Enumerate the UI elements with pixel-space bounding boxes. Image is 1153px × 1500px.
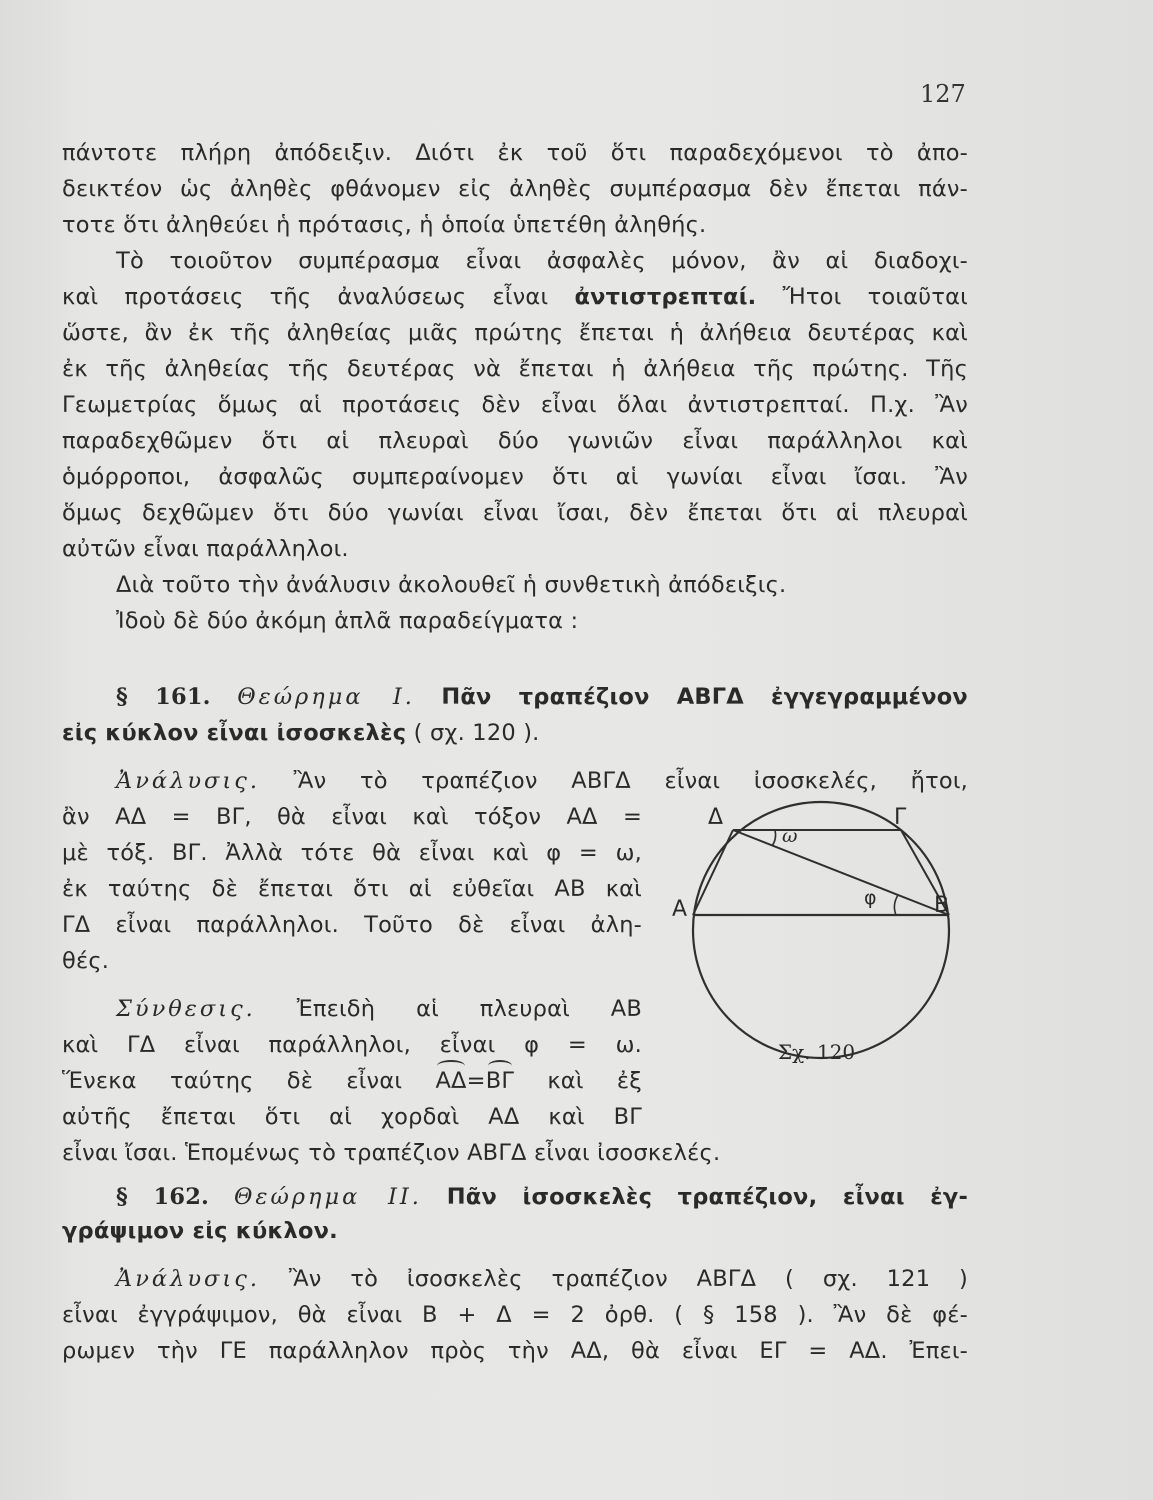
text-line: αὐτῆς ἔπεται ὅτι αἱ χορδαὶ ΑΔ καὶ ΒΓ xyxy=(62,1104,642,1130)
text-line: τοτε ὅτι ἀληθεύει ἡ πρότασις, ἡ ὁποία ὑπετέθη ἀληθής. xyxy=(62,212,707,238)
text-line: καὶ ΓΔ εἶναι παράλληλοι, εἶναι φ = ω. xyxy=(62,1032,642,1058)
text-line xyxy=(62,280,968,314)
theorem-label: Θεώρημα ΙΙ. xyxy=(233,1184,422,1210)
text-span: καὶ ἐξ xyxy=(547,1068,643,1094)
analysis-label: Ἀνάλυσις. xyxy=(116,1266,260,1292)
label-g: Γ xyxy=(894,805,907,830)
section-number: § 161. xyxy=(116,684,211,710)
figure-caption: Σχ. 120 xyxy=(778,1040,856,1064)
angle-phi-arc xyxy=(894,895,898,915)
text-span: Ἂν τὸ τραπέζιον ΑΒΓΔ εἶναι ἰσοσκελές, ἤτοι, xyxy=(293,768,968,794)
text-span: Ἤτοι τοιαῦται xyxy=(782,284,968,310)
text-line: ρωμεν τὴν ΓΕ παράλληλον πρὸς τὴν ΑΔ, θὰ εἶναι ΕΓ = ΑΔ. Ἐπει- xyxy=(62,1338,968,1364)
text-line: ὅμως δεχθῶμεν ὅτι δύο γωνίαι εἶναι ἴσαι, δὲν ἔπεται ὅτι αἱ πλευραὶ xyxy=(62,500,968,526)
text-line: εἶναι ἐγγράψιμον, θὰ εἶναι Β + Δ = 2 ὀρθ. ( § 158 ). Ἂν δὲ φέ- xyxy=(62,1302,968,1328)
page-number: 127 xyxy=(920,80,966,108)
circle-trapezoid-diagram xyxy=(660,795,960,1065)
label-a: Α xyxy=(672,897,688,922)
analysis-label: Ἀνάλυσις. xyxy=(116,768,260,794)
synthesis-label: Σύνθεσις. xyxy=(116,996,256,1022)
arc-ad: ΑΔ xyxy=(435,1064,466,1098)
theorem-statement: γράψιμον εἰς κύκλον. xyxy=(62,1218,338,1244)
text-line: Τὸ τοιοῦτον συμπέρασμα εἶναι ἀσφαλὲς μόνον, ἂν αἱ διαδοχι- xyxy=(116,248,968,274)
text-line: δεικτέον ὡς ἀληθὲς φθάνομεν εἰς ἀληθὲς συμπέρασμα δὲν ἔπεται πάν- xyxy=(62,176,968,202)
theorem-label: Θεώρημα Ι. xyxy=(237,684,415,710)
text-line xyxy=(116,764,968,798)
text-line: ἐκ ταύτης δὲ ἔπεται ὅτι αἱ εὐθεῖαι ΑΒ καὶ xyxy=(62,876,642,902)
text-line: ὥστε, ἂν ἐκ τῆς ἀληθείας μιᾶς πρώτης ἔπεται ἡ ἀλήθεια δευτέρας καὶ xyxy=(62,320,968,346)
text-span: Ἕνεκα ταύτης δὲ εἶναι xyxy=(62,1068,403,1094)
text-line xyxy=(116,992,642,1026)
text-line: μὲ τόξ. ΒΓ. Ἀλλὰ τότε θὰ εἶναι καὶ φ = ω, xyxy=(62,840,642,866)
text-line xyxy=(116,1262,968,1296)
arc-bg: ΒΓ xyxy=(486,1064,514,1098)
text-span: Ἂν τὸ ἰσοσκελὲς τραπέζιον ΑΒΓΔ ( σχ. 121 ) xyxy=(288,1266,969,1292)
bold-term: ἀντιστρεπταί. xyxy=(574,284,757,310)
circumcircle xyxy=(693,802,949,1058)
angle-omega-arc xyxy=(772,830,776,846)
text-line: θές. xyxy=(62,948,110,974)
text-span: Ἐπειδὴ αἱ πλευραὶ ΑΒ xyxy=(296,996,643,1022)
label-phi: φ xyxy=(864,887,877,909)
text-line: Γεωμετρίας ὅμως αἱ προτάσεις δὲν εἶναι ὅλαι ἀντιστρεπταί. Π.χ. Ἂν xyxy=(62,392,968,418)
text-line xyxy=(62,1064,642,1098)
section-number: § 162. xyxy=(116,1184,210,1210)
text-line: εἶναι ἴσαι. Ἑπομένως τὸ τραπέζιον ΑΒΓΔ εἶναι ἰσοσκελές. xyxy=(62,1140,721,1166)
chord-ad xyxy=(693,830,733,915)
theorem-heading xyxy=(116,1180,968,1214)
label-d: Δ xyxy=(708,805,724,830)
theorem-heading xyxy=(116,680,968,714)
text-line: πάντοτε πλήρη ἀπόδειξιν. Διότι ἐκ τοῦ ὅτι παραδεχόμενοι τὸ ἀπο- xyxy=(62,140,968,166)
diagonal-db xyxy=(733,830,949,915)
text-line: ὁμόρροποι, ἀσφαλῶς συμπεραίνομεν ὅτι αἱ γωνίαι εἶναι ἴσαι. Ἂν xyxy=(62,464,968,490)
text-line: παραδεχθῶμεν ὅτι αἱ πλευραὶ δύο γωνιῶν εἶναι παράλληλοι καὶ xyxy=(62,428,968,454)
figure-120 xyxy=(660,795,960,1065)
text-line: αὐτῶν εἶναι παράλληλοι. xyxy=(62,536,349,562)
text-line: ΓΔ εἶναι παράλληλοι. Τοῦτο δὲ εἶναι ἀλη- xyxy=(62,912,642,938)
figure-reference: ( σχ. 120 ). xyxy=(413,720,540,746)
theorem-statement: Πᾶν τραπέζιον ΑΒΓΔ ἐγγεγραμμένον xyxy=(441,684,968,710)
theorem-heading-line2 xyxy=(62,716,540,750)
equals-sign: = xyxy=(466,1068,486,1094)
theorem-statement: εἰς κύκλον εἶναι ἰσοσκελὲς xyxy=(62,720,407,746)
text-line: ἐκ τῆς ἀληθείας τῆς δευτέρας νὰ ἔπεται ἡ ἀλήθεια τῆς πρώτης. Τῆς xyxy=(62,356,968,382)
text-span: καὶ προτάσεις τῆς ἀναλύσεως εἶναι xyxy=(62,284,549,310)
text-line: Διὰ τοῦτο τὴν ἀνάλυσιν ἀκολουθεῖ ἡ συνθετικὴ ἀπόδειξις. xyxy=(116,572,787,598)
label-b: Β xyxy=(934,893,950,918)
label-omega: ω xyxy=(782,825,798,847)
text-line: ἂν ΑΔ = ΒΓ, θὰ εἶναι καὶ τόξον ΑΔ = xyxy=(62,804,642,830)
text-line: Ἰδοὺ δὲ δύο ἀκόμη ἁπλᾶ παραδείγματα : xyxy=(116,608,579,634)
theorem-statement: Πᾶν ἰσοσκελὲς τραπέζιον, εἶναι ἐγ- xyxy=(446,1184,968,1210)
